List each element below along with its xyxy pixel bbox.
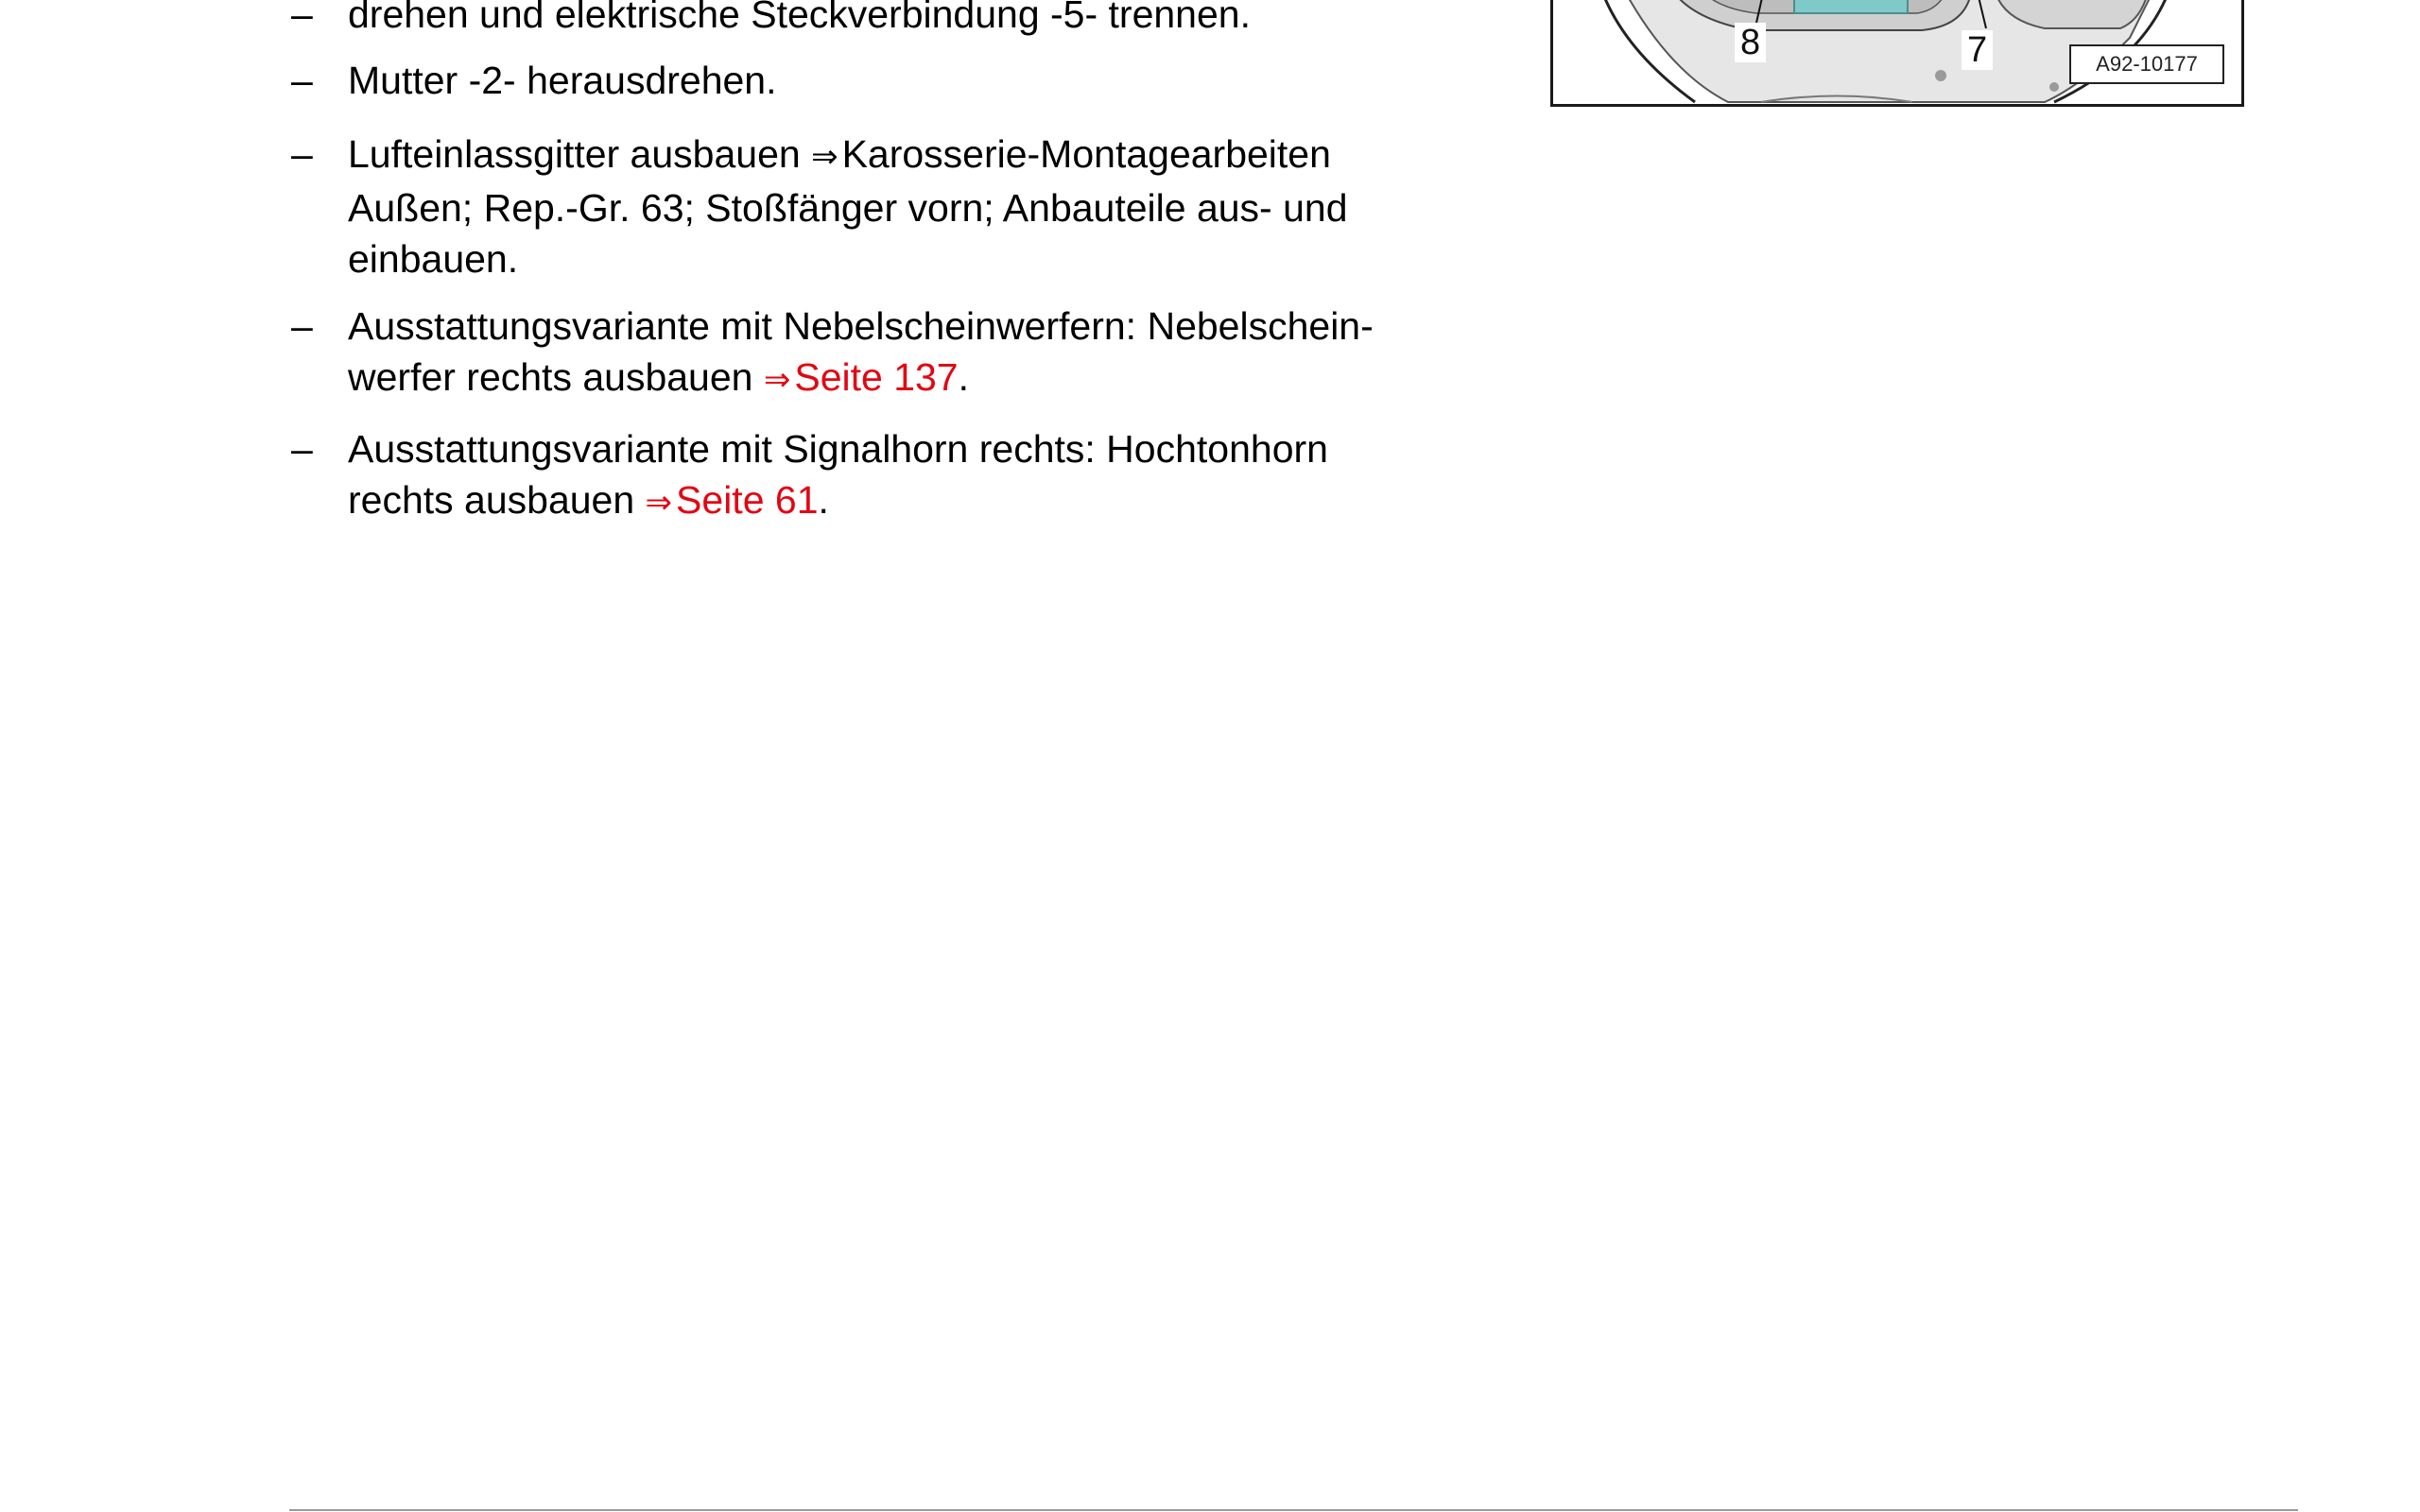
step-text	[348, 129, 1482, 284]
page-link-61[interactable]	[646, 478, 819, 522]
step-text-line: Mutter -2- herausdrehen.	[348, 59, 777, 102]
step-dash: –	[291, 304, 313, 348]
step-text-line: Ausstattungsvariante mit Nebelscheinwerfern: Nebelschein-	[348, 304, 1374, 348]
step-text	[348, 55, 1482, 106]
arrow-right-icon: ⇒	[811, 138, 838, 176]
step-dash: –	[291, 59, 313, 102]
step-text-line: Lufteinlassgitter ausbauen	[348, 132, 812, 176]
sentence-end: .	[818, 478, 829, 522]
step-dash: –	[291, 427, 313, 471]
step-text-line: werfer rechts ausbauen	[348, 355, 764, 399]
step-text-line: rechts ausbauen	[348, 478, 646, 522]
step-text-line: drehen und elektrische Steckverbindung -5- trennen.	[348, 0, 1251, 36]
footer-divider	[289, 1509, 2298, 1511]
page-link-label: Seite 137	[794, 355, 959, 399]
callout-8: 8	[1735, 23, 1766, 62]
arrow-right-icon: ⇒	[645, 484, 673, 522]
step-text	[348, 0, 1482, 40]
step-dash: –	[291, 132, 313, 176]
sentence-end: .	[958, 355, 970, 399]
step-text	[348, 301, 1482, 405]
page-link-137[interactable]	[764, 355, 959, 399]
reference-karosserie: Karosserie-Montagearbeiten	[841, 132, 1331, 176]
figure-code: A92-10177	[2069, 44, 2224, 84]
callout-7: 7	[1962, 30, 1993, 70]
step-text-line: Außen; Rep.-Gr. 63; Stoßfänger vorn; Anbauteile aus- und	[348, 186, 1348, 230]
step-text-line: einbauen.	[348, 237, 519, 281]
step-dash: –	[291, 0, 313, 36]
technical-illustration	[1550, 0, 2244, 107]
arrow-right-icon: ⇒	[763, 361, 791, 399]
page-link-label: Seite 61	[676, 478, 819, 522]
step-text	[348, 423, 1482, 528]
step-text-line: Ausstattungsvariante mit Signalhorn rechts: Hochtonhorn	[348, 427, 1328, 471]
